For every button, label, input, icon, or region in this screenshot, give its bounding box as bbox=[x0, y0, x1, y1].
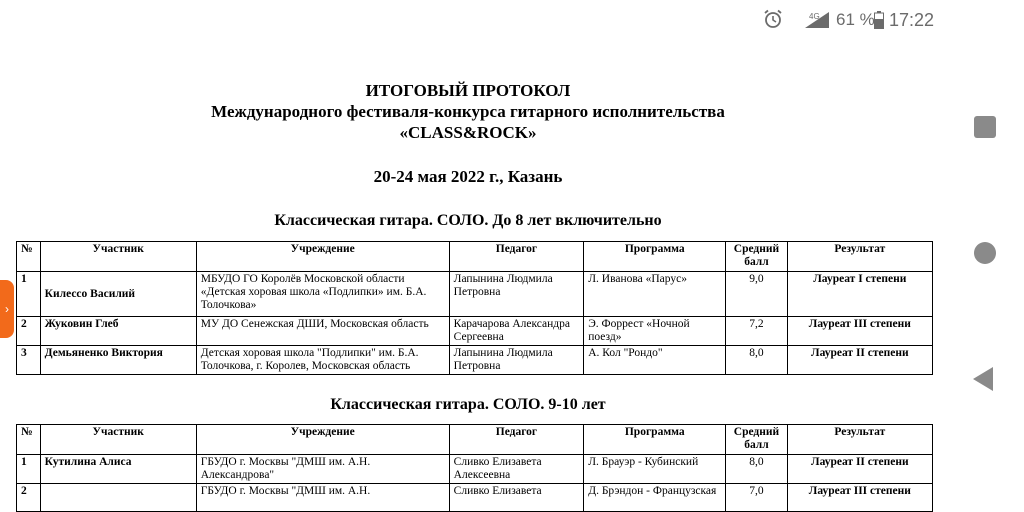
table-header-row bbox=[17, 242, 933, 272]
header-num: № bbox=[17, 425, 41, 455]
signal-icon bbox=[801, 10, 831, 30]
score: 9,0 bbox=[726, 272, 787, 317]
results-table bbox=[16, 241, 933, 375]
header-program: Программа bbox=[584, 242, 726, 272]
header-num: № bbox=[17, 242, 41, 272]
participant-name: Жуковин Глеб bbox=[40, 317, 196, 346]
score: 7,2 bbox=[726, 317, 787, 346]
header-participant: Участник bbox=[40, 242, 196, 272]
teacher: Лапынина Людмила Петровна bbox=[449, 272, 584, 317]
row-num: 3 bbox=[17, 346, 41, 375]
score: 7,0 bbox=[726, 484, 787, 512]
alarm-icon bbox=[763, 9, 783, 29]
header-score: Средний балл bbox=[726, 425, 787, 455]
header-teacher: Педагог bbox=[449, 425, 584, 455]
section-title: Классическая гитара. СОЛО. До 8 лет включительно bbox=[274, 212, 662, 229]
program: Д. Брэндон - Французская bbox=[584, 484, 726, 512]
clock: 17:22 bbox=[889, 10, 935, 30]
row-num: 2 bbox=[17, 484, 41, 512]
header-score: Средний балл bbox=[726, 242, 787, 272]
navigation-bar bbox=[960, 40, 1024, 509]
row-num: 1 bbox=[17, 272, 41, 317]
participant-name bbox=[40, 484, 196, 512]
document-subtitle: Международного фестиваля-конкурса гитарного исполнительства bbox=[211, 102, 725, 121]
home-button[interactable] bbox=[974, 242, 996, 264]
back-button[interactable] bbox=[973, 367, 993, 391]
institution: ГБУДО г. Москвы "ДМШ им. А.Н. Александрова" bbox=[196, 455, 449, 484]
program: Л. Брауэр - Кубинский bbox=[584, 455, 726, 484]
section-title: Классическая гитара. СОЛО. 9-10 лет bbox=[330, 396, 606, 413]
institution: ГБУДО г. Москвы "ДМШ им. А.Н. bbox=[196, 484, 449, 512]
result: Лауреат III степени bbox=[787, 317, 932, 346]
table-row bbox=[17, 272, 933, 317]
battery-percent: 61 % bbox=[836, 10, 875, 29]
festival-name: «CLASS&ROCK» bbox=[399, 123, 537, 142]
teacher: Сливко Елизавета bbox=[449, 484, 584, 512]
header-result: Результат bbox=[787, 425, 932, 455]
side-panel-handle[interactable] bbox=[0, 280, 14, 338]
row-num: 2 bbox=[17, 317, 41, 346]
result: Лауреат II степени bbox=[787, 346, 932, 375]
teacher: Сливко Елизавета Алексеевна bbox=[449, 455, 584, 484]
score: 8,0 bbox=[726, 346, 787, 375]
chevron-right-icon: › bbox=[5, 302, 9, 316]
result: Лауреат II степени bbox=[787, 455, 932, 484]
table-header-row bbox=[17, 425, 933, 455]
institution: Детская хоровая школа "Подлипки" им. Б.А. Толочкова, г. Королев, Московская область bbox=[196, 346, 449, 375]
teacher: Лапынина Людмила Петровна bbox=[449, 346, 584, 375]
battery-icon bbox=[874, 11, 884, 29]
participant-name: Килессо Василий bbox=[40, 272, 196, 317]
table-row bbox=[17, 484, 933, 512]
teacher: Карачарова Александра Сергеевна bbox=[449, 317, 584, 346]
program: Л. Иванова «Парус» bbox=[584, 272, 726, 317]
header-participant: Участник bbox=[40, 425, 196, 455]
status-bar bbox=[0, 0, 1024, 40]
header-teacher: Педагог bbox=[449, 242, 584, 272]
recent-apps-button[interactable] bbox=[974, 116, 996, 138]
header-result: Результат bbox=[787, 242, 932, 272]
program: А. Кол "Рондо" bbox=[584, 346, 726, 375]
header-institution: Учреждение bbox=[196, 242, 449, 272]
header-program: Программа bbox=[584, 425, 726, 455]
results-table bbox=[16, 424, 933, 512]
result: Лауреат III степени bbox=[787, 484, 932, 512]
participant-name: Кутилина Алиса bbox=[40, 455, 196, 484]
table-row bbox=[17, 346, 933, 375]
header-institution: Учреждение bbox=[196, 425, 449, 455]
program: Э. Форрест «Ночной поезд» bbox=[584, 317, 726, 346]
participant-name: Демьяненко Виктория bbox=[40, 346, 196, 375]
institution: МБУДО ГО Королёв Московской области «Детская хоровая школа «Подлипки» им. Б.А. Толочкова» bbox=[196, 272, 449, 317]
row-num: 1 bbox=[17, 455, 41, 484]
document-title: ИТОГОВЫЙ ПРОТОКОЛ bbox=[365, 81, 571, 100]
result: Лауреат I степени bbox=[787, 272, 932, 317]
institution: МУ ДО Сенежская ДШИ, Московская область bbox=[196, 317, 449, 346]
svg-text:4G: 4G bbox=[809, 12, 820, 21]
score: 8,0 bbox=[726, 455, 787, 484]
table-row bbox=[17, 317, 933, 346]
table-row bbox=[17, 455, 933, 484]
date-place: 20-24 мая 2022 г., Казань bbox=[373, 167, 563, 186]
